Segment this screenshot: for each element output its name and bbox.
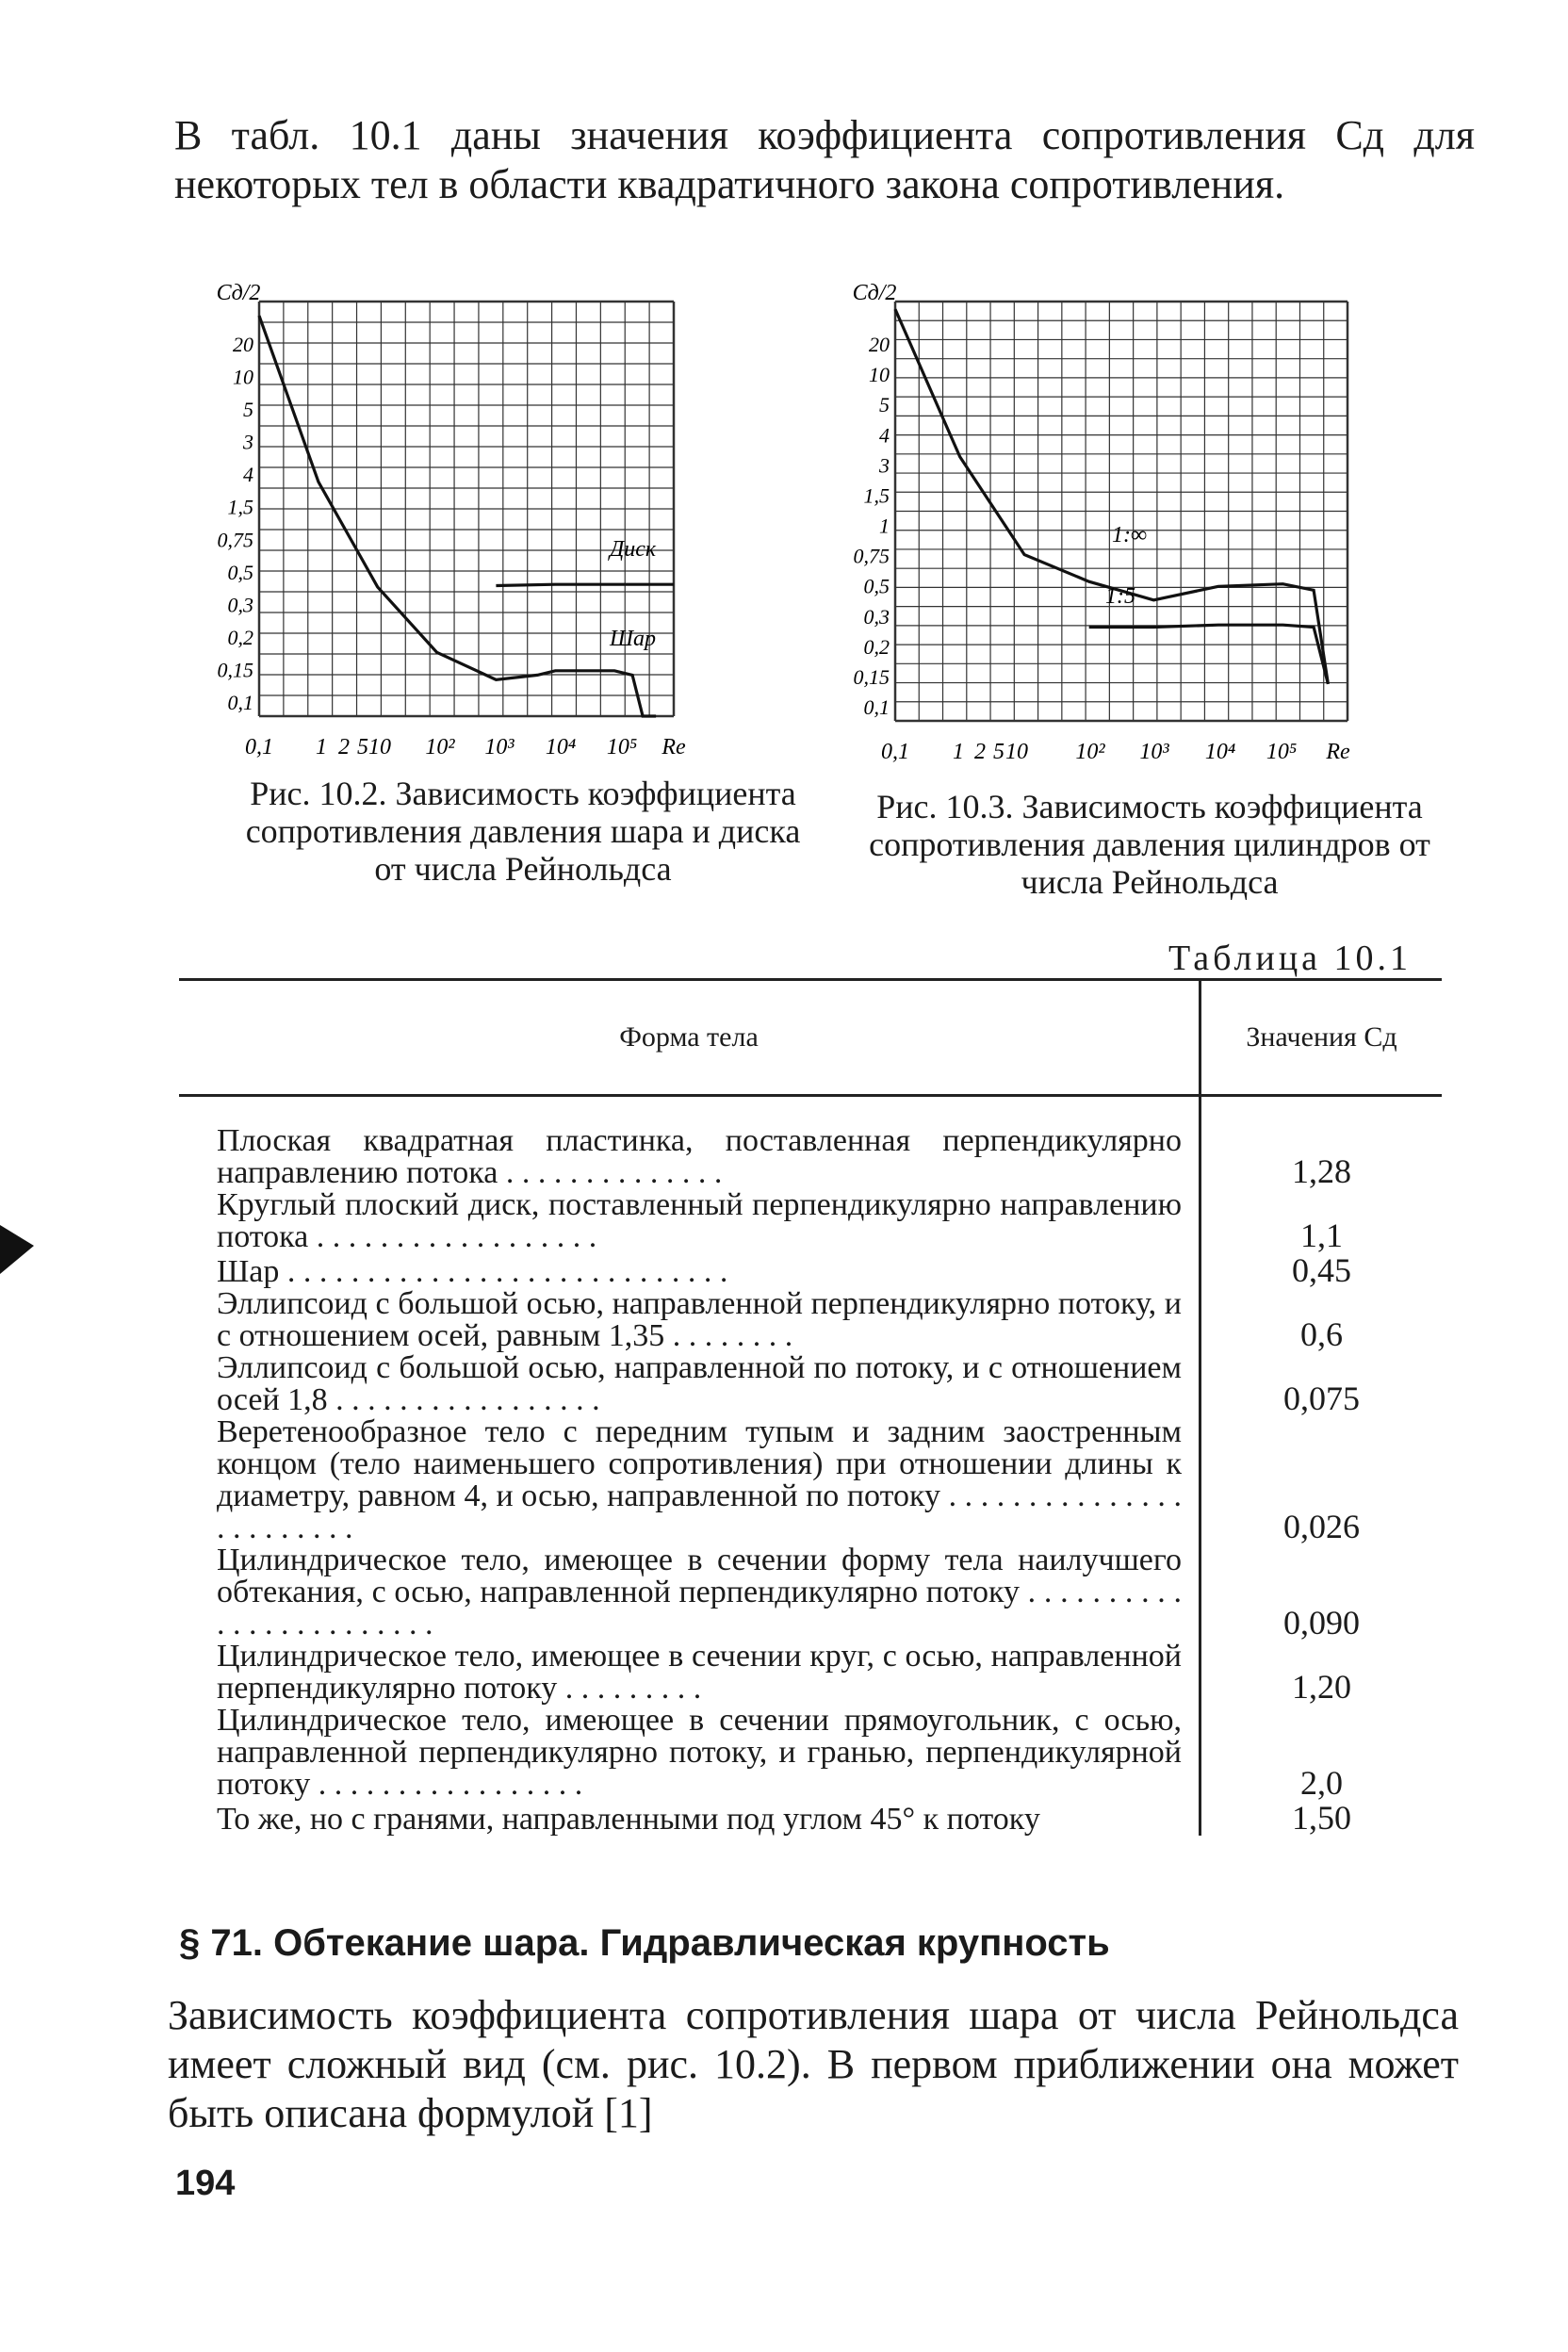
cell-value: 0,026	[1283, 1508, 1360, 1545]
y-tick-label: 0,2	[863, 634, 890, 659]
y-tick-label: 1,5	[227, 495, 253, 519]
y-tick-label: 5	[879, 393, 890, 417]
series-line-1	[1089, 625, 1329, 684]
y-tick-label: 0,1	[863, 695, 890, 719]
x-tick-label: 10⁵	[606, 735, 638, 760]
cell-shape: То же, но с гранями, направленными под углом 45° к потоку	[179, 1801, 1200, 1836]
series-line-0	[259, 316, 656, 716]
y-tick-label: 3	[243, 430, 253, 454]
figure-10-2	[203, 283, 768, 787]
y-tick-label: 0,15	[217, 658, 253, 682]
figure-10-3	[843, 283, 1428, 787]
table-row	[179, 1641, 1442, 1705]
y-tick-label: 0,75	[853, 544, 890, 568]
table-row	[179, 1352, 1442, 1416]
y-axis-label: Cд/2	[852, 283, 897, 305]
table-row	[179, 1189, 1442, 1253]
y-tick-label: 10	[233, 365, 253, 389]
properties-table	[179, 978, 1442, 1836]
drag-coefficient-table	[179, 978, 1442, 1836]
x-tick-label: 10⁵	[1266, 740, 1298, 764]
table-row	[179, 1096, 1442, 1190]
table-row	[179, 1801, 1442, 1836]
x-tick-label: 10²	[425, 735, 455, 760]
x-tick-label: 1	[953, 740, 964, 764]
y-tick-label: 5	[243, 398, 253, 422]
y-tick-label: 1	[879, 514, 890, 538]
x-tick-label: 5	[357, 735, 368, 760]
y-tick-label: 4	[879, 423, 890, 448]
intro-paragraph: В табл. 10.1 даны значения коэффициента сопротивления Cд для некоторых тел в области квадратичного закона сопротивления.	[174, 112, 1475, 207]
x-tick-label: 10⁴	[545, 735, 577, 760]
y-tick-label: 0,75	[217, 528, 253, 552]
x-tick-label: 10⁴	[1204, 740, 1236, 764]
y-tick-label: 20	[233, 333, 253, 356]
x-tick-label: 2	[338, 735, 350, 760]
caption-fig-10-2: Рис. 10.2. Зависимость коэффициента сопротивления давления шара и диска от числа Рейнольдса	[245, 775, 801, 888]
cell-value: 0,45	[1292, 1251, 1351, 1289]
cell-value: 1,28	[1292, 1152, 1351, 1190]
cell-shape: Эллипсоид с большой осью, направленной по потоку, и с отношением осей 1,8 . . . . . . . . . . . . . . . . .	[179, 1352, 1200, 1416]
x-tick-label: 0,1	[881, 740, 909, 764]
column-header-shape: Форма тела	[179, 980, 1200, 1096]
y-tick-label: 0,1	[227, 691, 253, 714]
x-tick-label: 10	[1005, 740, 1028, 764]
y-tick-label: 0,2	[227, 625, 253, 649]
x-tick-label: 10²	[1075, 740, 1105, 764]
y-tick-label: 0,5	[227, 560, 253, 584]
cell-value: 0,075	[1283, 1380, 1360, 1417]
x-tick-label: 10³	[484, 735, 514, 760]
x-tick-label: 2	[974, 740, 986, 764]
cell-value: 0,090	[1283, 1604, 1360, 1642]
table-body	[179, 1096, 1442, 1837]
chart-fig-10-3	[843, 283, 1428, 782]
cell-shape: Цилиндрическое тело, имеющее в сечении форму тела наилучшего обтекания, с осью, направленной перпендикулярно потоку . . . . . . . . . . . . . . . . . . . . . . . .	[179, 1544, 1200, 1641]
y-tick-label: 0,3	[227, 593, 253, 617]
table-row	[179, 1253, 1442, 1288]
y-tick-label: 1,5	[863, 483, 890, 508]
margin-arrow-icon	[0, 1217, 38, 1283]
x-tick-label: 10	[368, 735, 391, 760]
cell-value: 1,20	[1292, 1668, 1351, 1706]
cell-shape: Цилиндрическое тело, имеющее в сечении круг, с осью, направленной перпендикулярно потоку . . . . . . . . .	[179, 1641, 1200, 1705]
x-tick-label: Re	[662, 735, 686, 760]
cell-value: 1,50	[1292, 1799, 1351, 1837]
cell-value: 0,6	[1300, 1315, 1343, 1353]
y-tick-label: 4	[243, 463, 253, 487]
series-annotation: Шар	[610, 627, 657, 651]
table-title: Таблица 10.1	[1168, 939, 1413, 978]
y-tick-label: 20	[869, 333, 890, 356]
y-tick-label: 0,15	[853, 664, 890, 689]
y-tick-label: 0,3	[863, 604, 890, 629]
table-row	[179, 1416, 1442, 1544]
series-annotation: 1:5	[1105, 584, 1135, 609]
section-heading: § 71. Обтекание шара. Гидравлическая крупность	[179, 1922, 1110, 1964]
x-tick-label: 0,1	[245, 735, 273, 760]
chart-fig-10-2	[203, 283, 768, 782]
cell-shape: Веретенообразное тело с передним тупым и задним заостренным концом (тело наименьшего сопротивления) при отношении длины к диаметру, равном 4, и осью, направленной по потоку . . . . . . . . . . . . . . . . . . . . . . . .	[179, 1416, 1200, 1544]
x-tick-label: 1	[316, 735, 327, 760]
table-row	[179, 1544, 1442, 1641]
column-header-value: Значения Cд	[1200, 980, 1443, 1096]
table-row	[179, 1705, 1442, 1801]
cell-value: 1,1	[1300, 1217, 1343, 1254]
series-annotation: Диск	[610, 537, 657, 562]
cell-shape: Плоская квадратная пластинка, поставленная перпендикулярно направлению потока . . . . . . . . . . . . . .	[179, 1096, 1200, 1190]
y-tick-label: 3	[879, 453, 890, 478]
page-number: 194	[175, 2164, 236, 2203]
cell-value: 2,0	[1300, 1764, 1343, 1802]
body-paragraph: Зависимость коэффициента сопротивления шара от числа Рейнольдса имеет сложный вид (см. рис. 10.2). В первом приближении она может быть описана формулой [1]	[168, 1992, 1459, 2136]
y-tick-label: 10	[869, 363, 890, 387]
series-line-1	[496, 584, 674, 585]
x-tick-label: 5	[993, 740, 1004, 764]
cell-shape: Шар . . . . . . . . . . . . . . . . . . . . . . . . . . . .	[179, 1253, 1200, 1288]
series-annotation: 1:∞	[1112, 523, 1148, 547]
y-axis-label: Cд/2	[216, 283, 261, 305]
cell-shape: Цилиндрическое тело, имеющее в сечении прямоугольник, с осью, направленной перпендикулярно потоку, и гранью, перпендикулярной потоку . . . . . . . . . . . . . . . . .	[179, 1705, 1200, 1801]
cell-shape: Эллипсоид с большой осью, направленной перпендикулярно потоку, и с отношением осей, равным 1,35 . . . . . . . .	[179, 1288, 1200, 1352]
caption-fig-10-3: Рис. 10.3. Зависимость коэффициента сопротивления давления цилиндров от числа Рейнольдса	[869, 788, 1430, 901]
x-tick-label: 10³	[1139, 740, 1169, 764]
table-row	[179, 1288, 1442, 1352]
x-tick-label: Re	[1326, 740, 1350, 764]
y-tick-label: 0,5	[863, 574, 890, 598]
cell-shape: Круглый плоский диск, поставленный перпендикулярно направлению потока . . . . . . . . . . . . . . . . . .	[179, 1189, 1200, 1253]
